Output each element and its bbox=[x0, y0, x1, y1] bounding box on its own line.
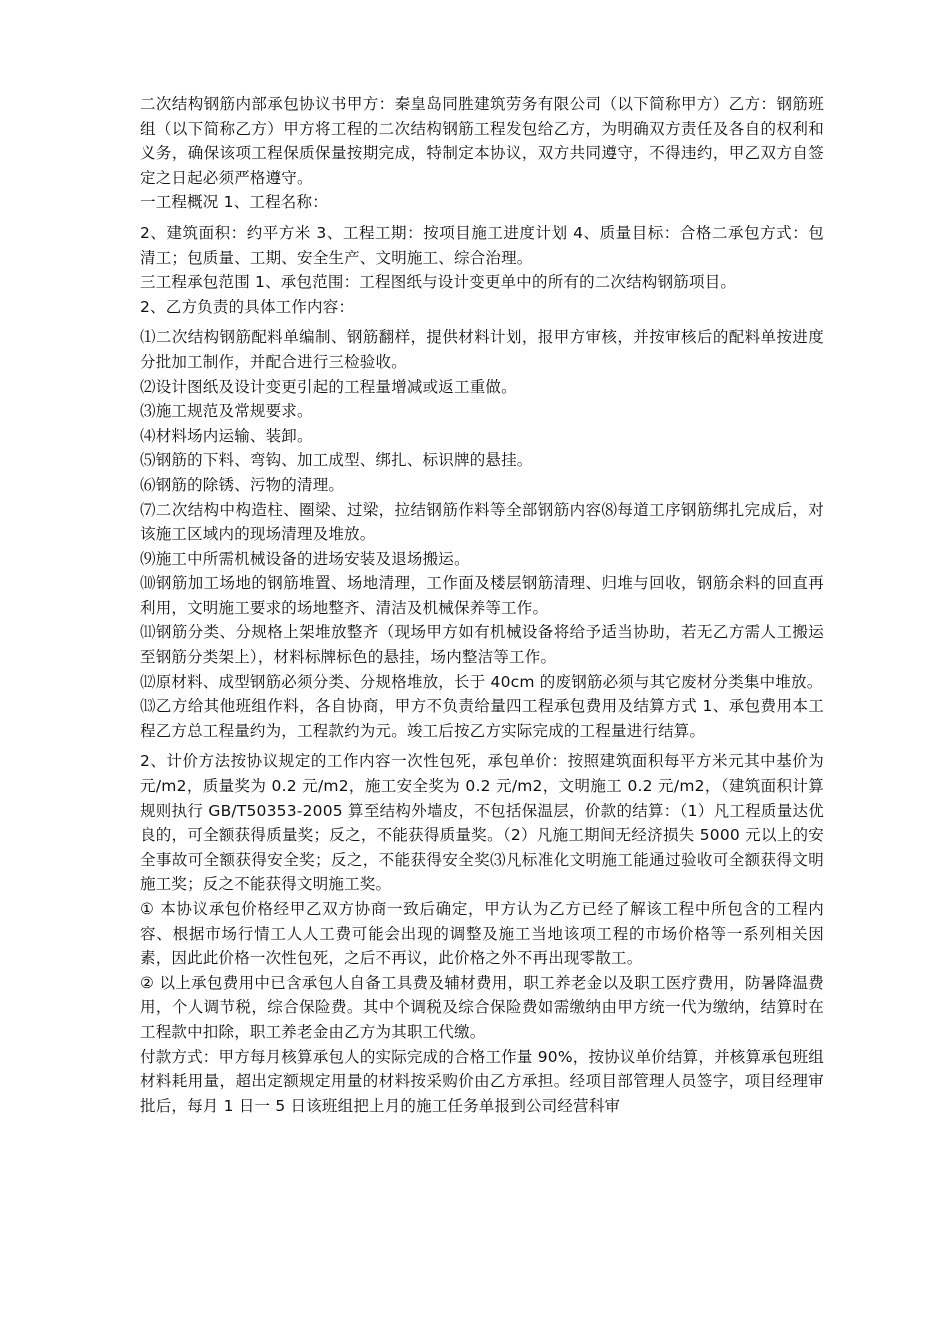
paragraph-clause-2: ② 以上承包费用中已含承包人自备工具费及辅材费用，职工养老金以及职工医疗费用，防暑降温费用，个人调节税，综合保险费。其中个调税及综合保险费如需缴纳由甲方统一代为缴纳，结算时在工程款中扣除，职工养老金由乙方为其职工代缴。 bbox=[140, 973, 824, 1041]
paragraph-agreement-intro: 二次结构钢筋内部承包协议书甲方：秦皇岛同胜建筑劳务有限公司（以下简称甲方）乙方：钢筋班组（以下简称乙方）甲方将工程的二次结构钢筋工程发包给乙方，为明确双方责任及各自的权利和义务，确保该项工程保质保量按期完成，特制定本协议，双方共同遵守，不得违约，甲乙双方自签定之日起必须严格遵守。 bbox=[140, 95, 824, 187]
paragraph-clause-1: ① 本协议承包价格经甲乙双方协商一致后确定，甲方认为乙方已经了解该工程中所包含的工程内容、根据市场行情工人人工费可能会出现的调整及施工当地该项工程的市场价格等一系列相关因素，因此此价格一次性包死，之后不再议，此价格之外不再出现零散工。 bbox=[140, 900, 824, 968]
list-item-4: ⑷材料场内运输、装卸。 bbox=[140, 426, 313, 445]
paragraph-project-overview: 一工程概况 1、工程名称： bbox=[140, 193, 328, 212]
paragraph-work-content-heading: 2、乙方负责的具体工作内容： bbox=[140, 297, 355, 316]
list-item-6: ⑹钢筋的除锈、污物的清理。 bbox=[140, 475, 345, 494]
list-item-13: ⒀乙方给其他班组作料，各自协商，甲方不负责给量四工程承包费用及结算方式 1、承包费用本工程乙方总工程量约为，工程款约为元。竣工后按乙方实际完成的工程量进行结算。 bbox=[140, 697, 824, 740]
list-item-10: ⑽钢筋加工场地的钢筋堆置、场地清理，工作面及楼层钢筋清理、归堆与回收，钢筋余料的回直再利用，文明施工要求的场地整齐、清洁及机械保养等工作。 bbox=[140, 574, 824, 617]
paragraph-pricing-method: 2、计价方法按协议规定的工作内容一次性包死，承包单价：按照建筑面积每平方米元其中基价为元/m2，质量奖为 0.2 元/m2，施工安全奖为 0.2 元/m2，文明施工 0.2 元/m2，（建筑面积计算规则执行 GB/T50353-2005 算至结构外墙皮，不包括保温层，价款的结算：（1）凡工程质量达优良的，可全额获得质量奖；反之，不能获得质量奖。（2）凡施工期间无经济损失 5000 元以上的安全事故可全额获得安全奖；反之，不能获得安全奖⑶凡标准化文明施工能通过验收可全额获得文明施工奖；反之不能获得文明施工奖。 bbox=[140, 752, 824, 894]
document-body bbox=[140, 92, 824, 1118]
paragraph-building-area: 2、建筑面积：约平方米 3、工程工期：按项目施工进度计划 4、质量目标：合格二承包方式：包清工；包质量、工期、安全生产、文明施工、综合治理。 bbox=[140, 223, 824, 267]
paragraph-payment-method: 付款方式：甲方每月核算承包人的实际完成的合格工作量 90%，按协议单价结算，并核算承包班组材料耗用量，超出定额规定用量的材料按采购价由乙方承担。经项目部管理人员签字，项目经理审批后，每月 1 日一 5 日该班组把上月的施工任务单报到公司经营科审 bbox=[140, 1047, 824, 1115]
list-item-1: ⑴二次结构钢筋配料单编制、钢筋翻样，提供材料计划，报甲方审核，并按审核后的配料单按进度分批加工制作，并配合进行三检验收。 bbox=[140, 328, 824, 371]
list-item-11: ⑾钢筋分类、分规格上架堆放整齐（现场甲方如有机械设备将给予适当协助，若无乙方需人工搬运至钢筋分类架上），材料标牌标色的悬挂，场内整洁等工作。 bbox=[140, 623, 824, 667]
list-item-3: ⑶施工规范及常规要求。 bbox=[140, 402, 313, 421]
list-item-2: ⑵设计图纸及设计变更引起的工程量增减或返工重做。 bbox=[140, 377, 517, 396]
paragraph-contract-scope: 三工程承包范围 1、承包范围：工程图纸与设计变更单中的所有的二次结构钢筋项目。 bbox=[140, 273, 737, 292]
list-item-7-8: ⑺二次结构中构造柱、圈梁、过梁，拉结钢筋作料等全部钢筋内容⑻每道工序钢筋绑扎完成后，对该施工区域内的现场清理及堆放。 bbox=[140, 500, 824, 544]
list-item-9: ⑼施工中所需机械设备的进场安装及退场搬运。 bbox=[140, 549, 470, 568]
list-item-12: ⑿原材料、成型钢筋必须分类、分规格堆放，长于 40cm 的废钢筋必须与其它废材分类集中堆放。 bbox=[140, 672, 823, 691]
list-item-5: ⑸钢筋的下料、弯钩、加工成型、绑扎、标识牌的悬挂。 bbox=[140, 451, 533, 470]
